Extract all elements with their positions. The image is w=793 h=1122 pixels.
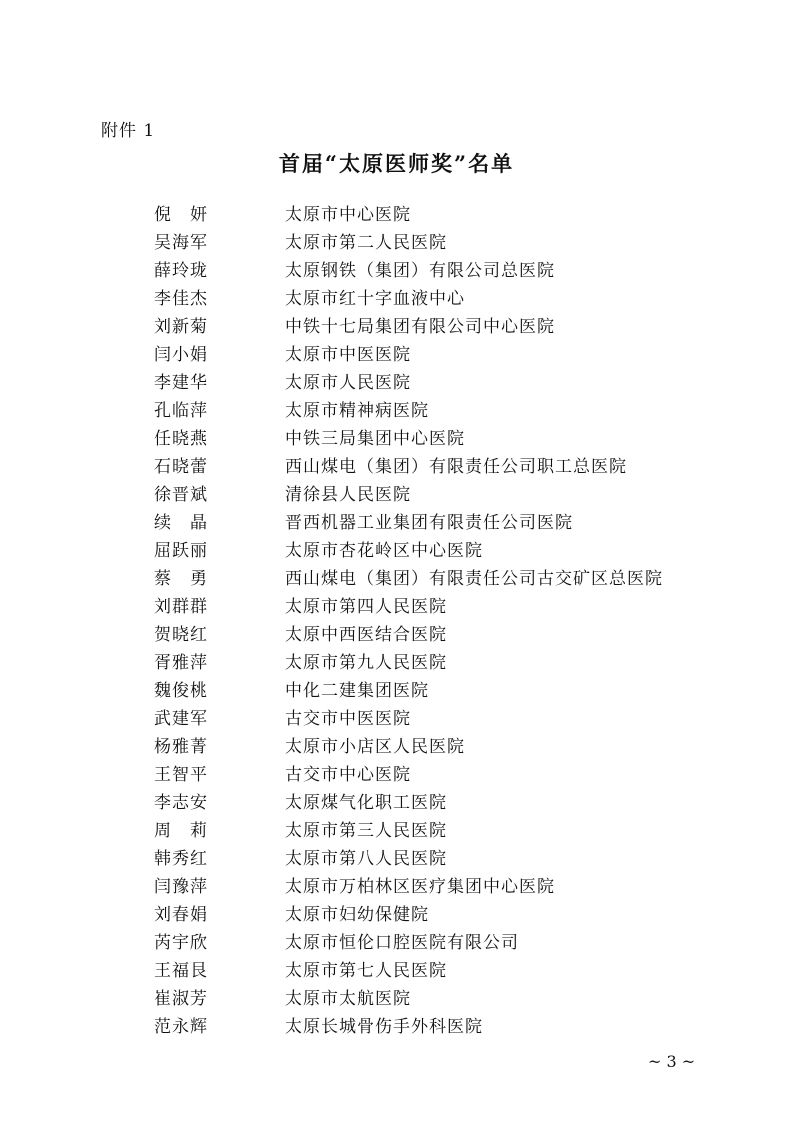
awardee-organization: 中化二建集团医院 [285, 681, 429, 701]
awardee-name: 李建华 [154, 373, 208, 393]
awardee-name: 贺晓红 [154, 625, 208, 645]
awardee-organization: 太原长城骨伤手外科医院 [285, 1017, 483, 1037]
awardee-name: 王智平 [154, 765, 208, 785]
awardee-row [154, 789, 714, 817]
awardee-organization: 西山煤电（集团）有限责任公司职工总医院 [285, 457, 627, 477]
awardee-name: 胥雅萍 [154, 653, 208, 673]
awardee-row [154, 313, 714, 341]
awardee-organization: 太原市第二人民医院 [285, 233, 447, 253]
awardee-row [154, 257, 714, 285]
awardee-row [154, 481, 714, 509]
awardee-organization: 太原市第九人民医院 [285, 653, 447, 673]
awardee-organization: 太原市第三人民医院 [285, 821, 447, 841]
awardee-organization: 太原市恒伦口腔医院有限公司 [285, 933, 519, 953]
awardee-organization: 中铁三局集团中心医院 [285, 429, 465, 449]
awardee-name: 杨雅菁 [154, 737, 208, 757]
awardee-list [154, 201, 714, 1041]
awardee-name: 孔临萍 [154, 401, 208, 421]
awardee-organization: 太原市万柏林区医疗集团中心医院 [285, 877, 555, 897]
awardee-organization: 古交市中心医院 [285, 765, 411, 785]
awardee-name: 王福艮 [154, 961, 208, 981]
awardee-row [154, 593, 714, 621]
awardee-row [154, 649, 714, 677]
awardee-row [154, 453, 714, 481]
awardee-name: 崔淑芳 [154, 989, 208, 1009]
awardee-name: 武建军 [154, 709, 208, 729]
awardee-name: 李佳杰 [154, 289, 208, 309]
awardee-organization: 清徐县人民医院 [285, 485, 411, 505]
awardee-organization: 太原市红十字血液中心 [285, 289, 465, 309]
awardee-organization: 太原市小店区人民医院 [285, 737, 465, 757]
awardee-name: 刘群群 [154, 597, 208, 617]
awardee-name: 续 晶 [154, 513, 208, 533]
awardee-name: 刘新菊 [154, 317, 208, 337]
awardee-organization: 太原市中医医院 [285, 345, 411, 365]
awardee-row [154, 509, 714, 537]
awardee-organization: 太原市太航医院 [285, 989, 411, 1009]
awardee-row [154, 369, 714, 397]
awardee-row [154, 425, 714, 453]
awardee-row [154, 1013, 714, 1041]
awardee-row [154, 285, 714, 313]
awardee-name: 石晓蕾 [154, 457, 208, 477]
awardee-name: 任晓燕 [154, 429, 208, 449]
awardee-organization: 中铁十七局集团有限公司中心医院 [285, 317, 555, 337]
awardee-organization: 太原市妇幼保健院 [285, 905, 429, 925]
awardee-organization: 太原市中心医院 [285, 205, 411, 225]
awardee-organization: 太原钢铁（集团）有限公司总医院 [285, 261, 555, 281]
awardee-row [154, 845, 714, 873]
awardee-row [154, 817, 714, 845]
awardee-name: 闫豫萍 [154, 877, 208, 897]
awardee-row [154, 341, 714, 369]
attachment-label: 附件 1 [101, 121, 156, 141]
awardee-organization: 太原市第八人民医院 [285, 849, 447, 869]
awardee-row [154, 901, 714, 929]
awardee-row [154, 621, 714, 649]
awardee-row [154, 733, 714, 761]
awardee-organization: 晋西机器工业集团有限责任公司医院 [285, 513, 573, 533]
awardee-row [154, 705, 714, 733]
awardee-row [154, 397, 714, 425]
page-number: ~ 3 ~ [648, 1052, 696, 1071]
awardee-organization: 太原市第四人民医院 [285, 597, 447, 617]
awardee-organization: 太原市第七人民医院 [285, 961, 447, 981]
awardee-name: 刘春娟 [154, 905, 208, 925]
awardee-organization: 太原中西医结合医院 [285, 625, 447, 645]
awardee-row [154, 985, 714, 1013]
awardee-organization: 太原市精神病医院 [285, 401, 429, 421]
awardee-row [154, 677, 714, 705]
awardee-name: 闫小娟 [154, 345, 208, 365]
awardee-row [154, 229, 714, 257]
awardee-name: 蔡 勇 [154, 569, 208, 589]
awardee-name: 屈跃丽 [154, 541, 208, 561]
document-title: 首届“太原医师奖”名单 [278, 151, 515, 176]
awardee-row [154, 873, 714, 901]
awardee-row [154, 957, 714, 985]
awardee-row [154, 929, 714, 957]
awardee-name: 范永辉 [154, 1017, 208, 1037]
awardee-name: 魏俊桃 [154, 681, 208, 701]
awardee-row [154, 761, 714, 789]
awardee-name: 周 莉 [154, 821, 208, 841]
awardee-name: 吴海军 [154, 233, 208, 253]
awardee-organization: 古交市中医医院 [285, 709, 411, 729]
awardee-organization: 西山煤电（集团）有限责任公司古交矿区总医院 [285, 569, 663, 589]
awardee-name: 薛玲珑 [154, 261, 208, 281]
awardee-name: 李志安 [154, 793, 208, 813]
awardee-name: 倪 妍 [154, 205, 208, 225]
awardee-row [154, 201, 714, 229]
awardee-row [154, 537, 714, 565]
awardee-name: 韩秀红 [154, 849, 208, 869]
awardee-organization: 太原市杏花岭区中心医院 [285, 541, 483, 561]
awardee-row [154, 565, 714, 593]
awardee-name: 徐晋斌 [154, 485, 208, 505]
awardee-name: 芮宇欣 [154, 933, 208, 953]
awardee-organization: 太原市人民医院 [285, 373, 411, 393]
awardee-organization: 太原煤气化职工医院 [285, 793, 447, 813]
